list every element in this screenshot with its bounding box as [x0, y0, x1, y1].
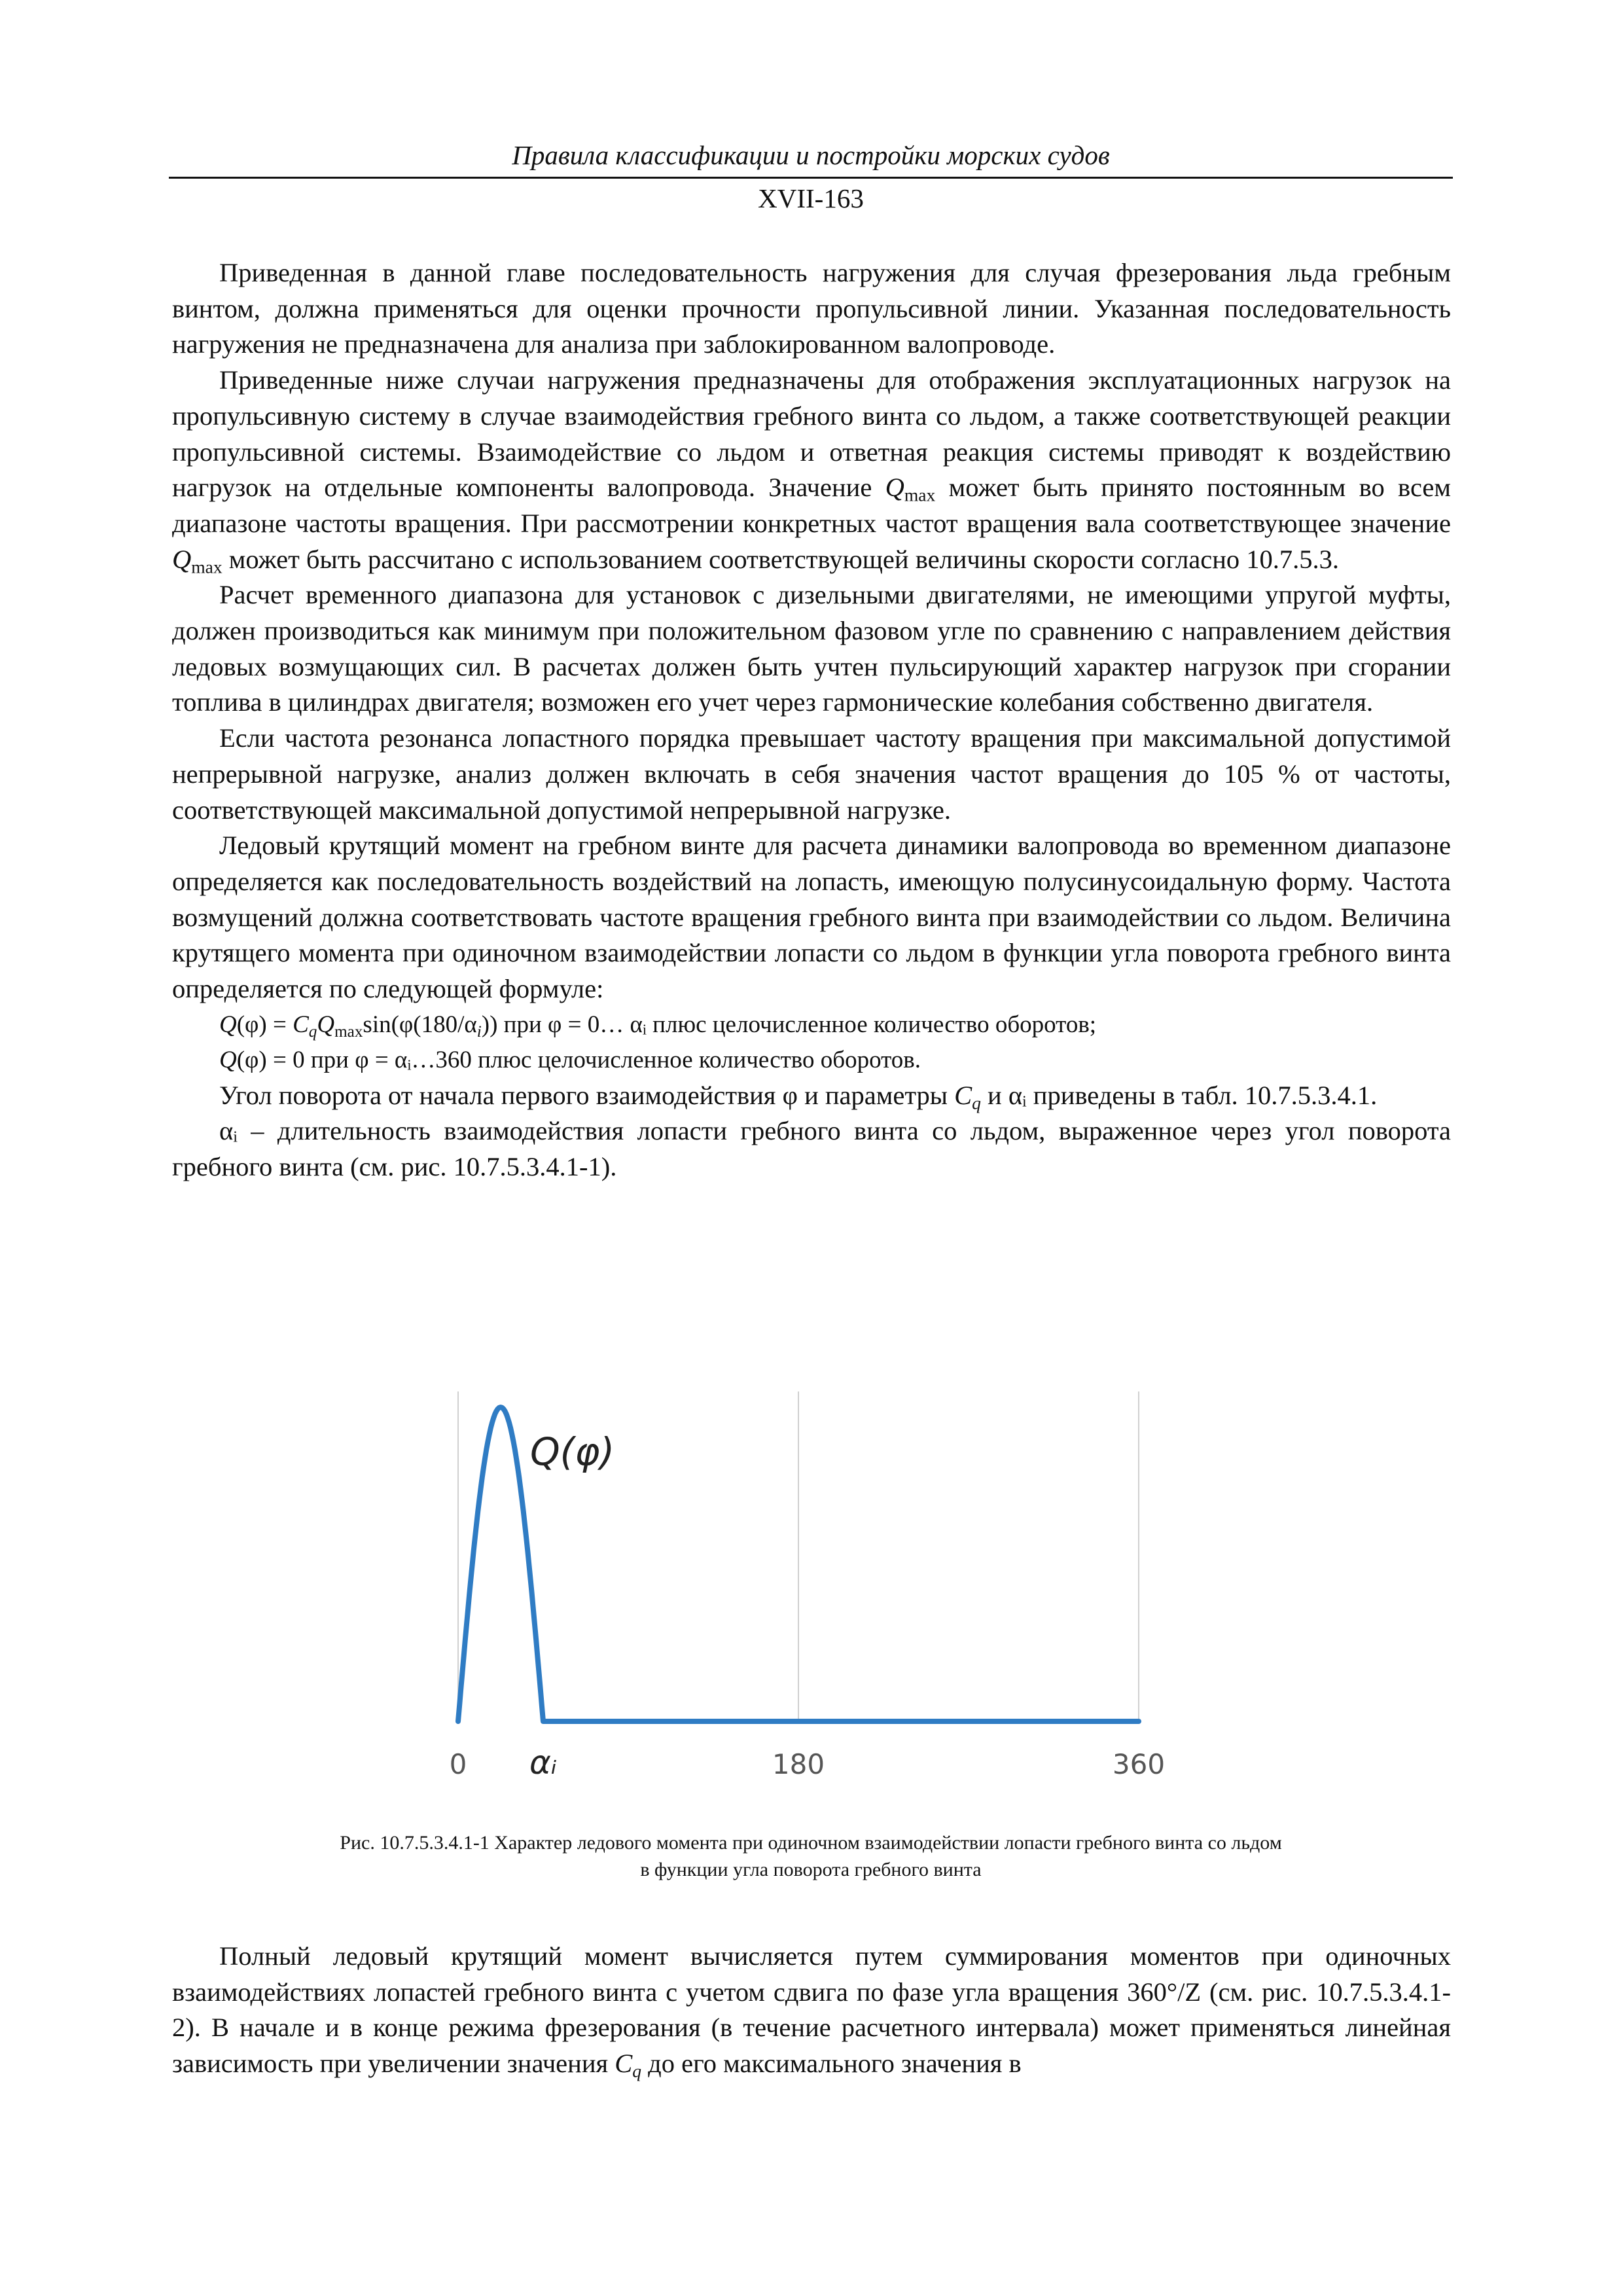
figure-caption — [169, 1829, 1453, 1883]
paragraph-2: Приведенные ниже случаи нагружения предназначены для отображения эксплуатационных нагрузок на пропульсивную систему в случае взаимодействия гребного винта со льдом, а также соответствующей реакции пропульсивной системы. Взаимодействие со льдом и ответная реакция системы приводят к воздействию нагрузок на отдельные компоненты валопровода. Значение $Q_{max}$ может быть принято постоянным во всем диапазоне частоты вращения. При рассмотрении конкретных частот вращения вала соответствующее значение $Q_{max}$ может быть рассчитано с использованием соответствующей величины скорости согласно 10.7.5.3. — [172, 365, 1452, 577]
x-tick-label-3: 360 — [1112, 1748, 1166, 1780]
paragraph-8: Полный ледовый крутящий момент вычисляется путем суммирования моментов при одиночных взаимодействиях лопастей гребного винта с учетом сдвига по фазе угла вращения 360°/Z (см. рис. 10.7.5.3.4.1-2). В начале и в конце режима фрезерования (в течение расчетного интервала) может применяться линейная зависимость при увеличении значения $C_q$ до его максимального значения в — [172, 1941, 1451, 2081]
body-text-continued — [172, 1939, 1451, 2082]
paragraph-4: Если частота резонанса лопастного порядка превышает частоту вращения при максимальной допустимой непрерывной нагрузке, анализ должен включать в себя значения частот вращения до 105 % от частоты, соответствующей максимальной допустимой непрерывной нагрузке. — [172, 723, 1451, 825]
paragraph-5: Ледовый крутящий момент на гребном винте для расчета динамики валопровода во временном диапазоне определяется как последовательность воздействий на лопасть, имеющую полусинусоидальную форму. Частота возмущений должна соответствовать частоте вращения гребного винта при взаимодействии со льдом. Величина крутящего момента при одиночном взаимодействии лопасти со льдом в функции угла поворота гребного винта определяется по следующей формуле: — [172, 831, 1451, 1004]
formula-1: $Q(\varphi) = C_qQ_{max}\sin(\varphi(180/\alpha_i))$ при φ = 0… αᵢ плюс целочисленное количество оборотов; — [219, 1011, 1097, 1041]
x-tick-label-2: 180 — [772, 1748, 825, 1780]
paragraph-6: Угол поворота от начала первого взаимодействия φ и параметры $C_q$ и αᵢ приведены в табл. 10.7.5.3.4.1. — [219, 1080, 1378, 1113]
x-tick-label-1: αᵢ — [529, 1744, 557, 1782]
x-tick-label-0: 0 — [449, 1748, 467, 1780]
caption-line-1: Рис. 10.7.5.3.4.1-1 Характер ледового момента при одиночном взаимодействии лопасти гребного винта со льдом — [340, 1832, 1282, 1854]
page-number: XVII-163 — [758, 183, 864, 213]
paragraph-1: Приведенная в данной главе последовательность нагружения для случая фрезерования льда гребным винтом, должна применяться для оценки прочности пропульсивной линии. Указанная последовательность нагружения не предназначена для анализа при заблокированном валопроводе. — [172, 258, 1451, 359]
running-title: Правила классификации и постройки морских судов — [512, 140, 1110, 170]
formula-2: Q(φ) = 0 при φ = αᵢ…360 плюс целочисленное количество оборотов. — [219, 1046, 921, 1073]
paragraph-3: Расчет временного диапазона для установок с дизельными двигателями, не имеющими упругой муфты, должен производиться как минимум при положительном фазовом угле по сравнению с направлением действия ледовых возмущающих сил. В расчетах должен быть учтен пульсирующий характер нагрузок при сгорании топлива в цилиндрах двигателя; возможен его учет через гармонические колебания собственно двигателя. — [172, 580, 1451, 717]
paragraph-7: αᵢ – длительность взаимодействия лопасти гребного винта со льдом, выраженное через угол поворота гребного винта (см. рис. 10.7.5.3.4.1-1). — [172, 1116, 1451, 1182]
caption-line-2: в функции угла поворота гребного винта — [640, 1859, 982, 1880]
ice-torque-chart — [419, 1381, 1178, 1787]
body-text — [172, 255, 1451, 1185]
header-rule — [169, 177, 1453, 179]
series-label: Q(φ) — [530, 1429, 615, 1474]
